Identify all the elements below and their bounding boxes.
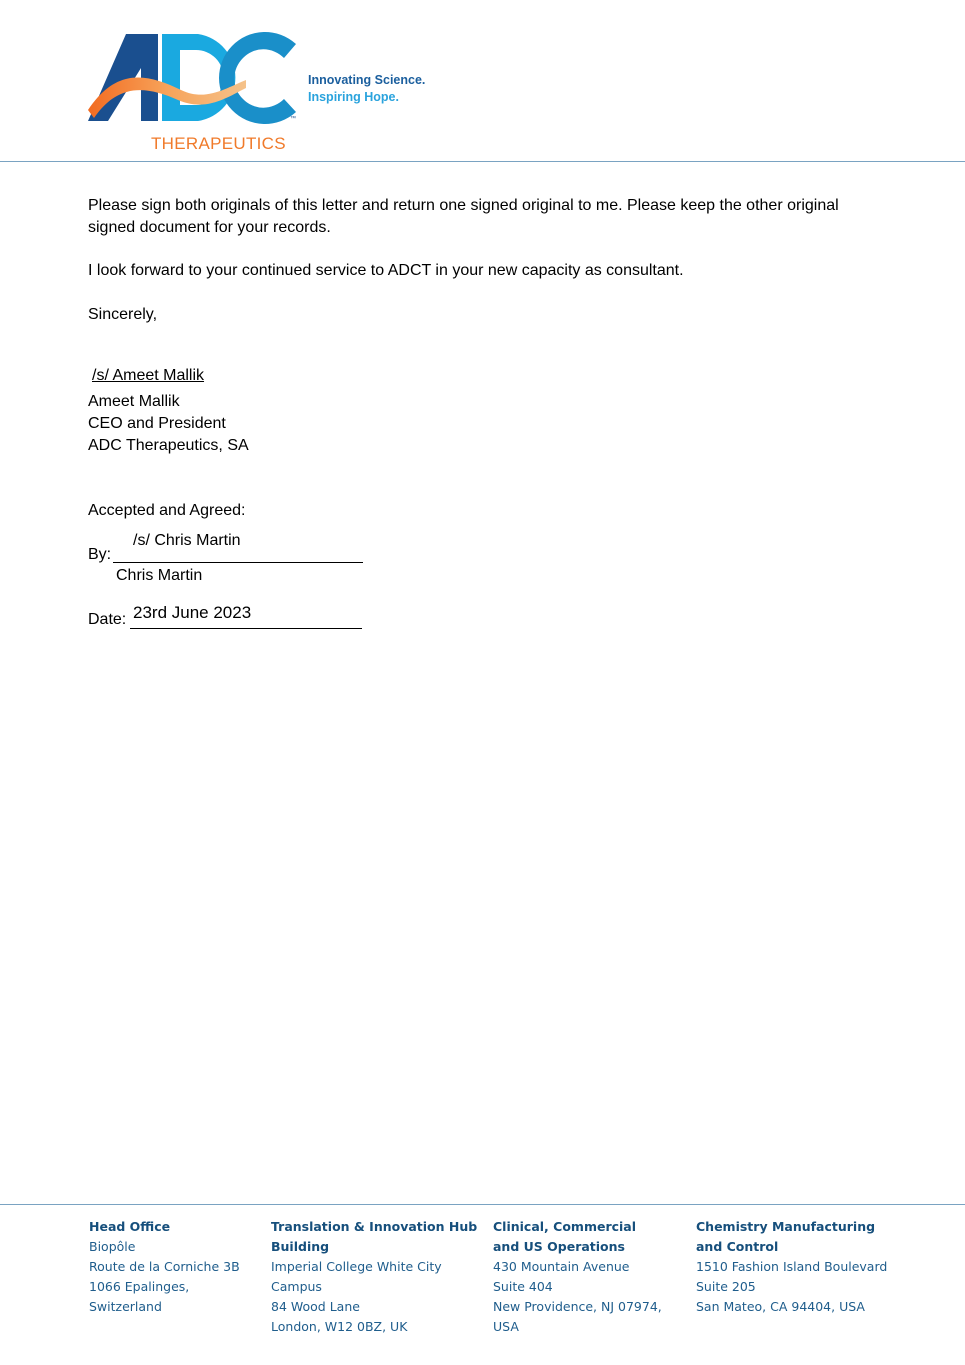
footer-line: Biopôle bbox=[89, 1239, 136, 1254]
footer-line: 84 Wood Lane bbox=[271, 1299, 360, 1314]
tagline-line-1: Innovating Science. bbox=[308, 73, 426, 87]
paragraph-sign-originals: Please sign both originals of this letter and return one signed original to me. Please keep the other original signed document for your records. bbox=[88, 197, 839, 236]
by-label: By: bbox=[88, 546, 112, 563]
footer-heading: and Control bbox=[696, 1239, 779, 1254]
footer-line: Route de la Corniche 3B bbox=[89, 1259, 240, 1274]
consultant-name: Chris Martin bbox=[116, 567, 203, 584]
footer-line: London, W12 0BZ, UK bbox=[271, 1319, 408, 1334]
footer-line: San Mateo, CA 94404, USA bbox=[696, 1299, 865, 1314]
tagline-line-2: Inspiring Hope. bbox=[308, 90, 399, 104]
footer-divider bbox=[0, 1204, 965, 1205]
footer-line: Campus bbox=[271, 1279, 322, 1294]
footer-us-operations bbox=[493, 1217, 662, 1337]
header-divider bbox=[0, 161, 965, 162]
ceo-signature: /s/ Ameet Mallik bbox=[92, 367, 205, 384]
footer-line: New Providence, NJ 07974, bbox=[493, 1299, 662, 1314]
logo-trademark: ™ bbox=[290, 116, 296, 122]
date-value: 23rd June 2023 bbox=[133, 603, 252, 622]
footer-heading: Translation & Innovation Hub bbox=[271, 1219, 478, 1234]
date-label: Date: bbox=[88, 611, 127, 628]
footer-line: Imperial College White City bbox=[271, 1259, 442, 1274]
by-signature-line bbox=[113, 562, 363, 563]
footer-heading: Building bbox=[271, 1239, 330, 1254]
signer-name: Ameet Mallik bbox=[88, 393, 180, 410]
footer-line: 1066 Epalinges, bbox=[89, 1279, 190, 1294]
logo-letter-c bbox=[219, 32, 296, 124]
logo-wordmark: THERAPEUTICS bbox=[151, 134, 286, 153]
date-line bbox=[130, 628, 362, 629]
closing: Sincerely, bbox=[88, 306, 158, 323]
footer-line: Suite 205 bbox=[696, 1279, 756, 1294]
paragraph-continued-service: I look forward to your continued service to ADCT in your new capacity as consultant. bbox=[88, 262, 684, 279]
footer-heading: and US Operations bbox=[493, 1239, 625, 1254]
signer-block bbox=[88, 391, 249, 457]
footer-line: 430 Mountain Avenue bbox=[493, 1259, 630, 1274]
footer-innovation-hub bbox=[271, 1217, 477, 1337]
footer-line: Switzerland bbox=[89, 1299, 162, 1314]
adc-therapeutics-logo bbox=[86, 28, 306, 154]
footer-heading: Head Office bbox=[89, 1219, 171, 1234]
footer-line: Suite 404 bbox=[493, 1279, 553, 1294]
footer-head-office bbox=[89, 1217, 240, 1317]
footer-line: 1510 Fashion Island Boulevard bbox=[696, 1259, 888, 1274]
signer-title: CEO and President bbox=[88, 415, 226, 432]
footer-heading: Clinical, Commercial bbox=[493, 1219, 637, 1234]
footer-heading: Chemistry Manufacturing bbox=[696, 1219, 876, 1234]
footer-line: USA bbox=[493, 1319, 519, 1334]
accepted-heading: Accepted and Agreed: bbox=[88, 502, 246, 519]
footer-cmc bbox=[696, 1217, 887, 1317]
consultant-signature: /s/ Chris Martin bbox=[133, 532, 241, 549]
signer-company: ADC Therapeutics, SA bbox=[88, 437, 249, 454]
